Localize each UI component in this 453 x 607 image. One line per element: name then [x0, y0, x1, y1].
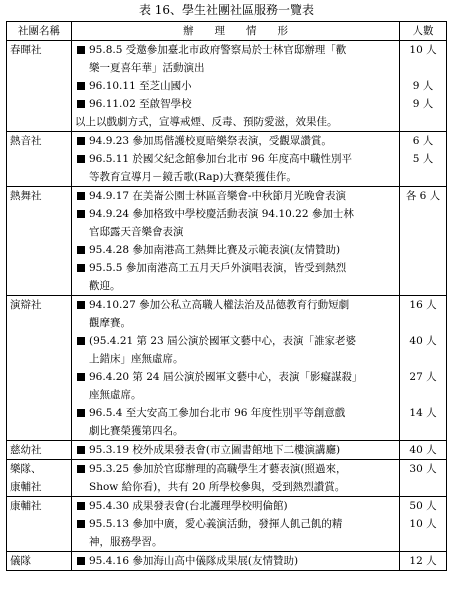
square-bullet-icon	[77, 82, 85, 90]
header-club-name: 社團名稱	[7, 22, 72, 41]
headcount-value	[403, 113, 443, 131]
headcount-value: 5 人	[412, 153, 434, 165]
club-name: 演辯社	[10, 299, 42, 311]
description-cell	[72, 497, 400, 552]
activity-line: 95.3.25 參加於官邸辦理的高職學生才藝表演(照過來，	[89, 463, 347, 475]
headcount-value	[403, 422, 443, 440]
activity-line: 94.9.24 參加格致中學校慶活動表演 94.10.22 參加士林	[89, 208, 354, 220]
activity-line: (95.4.21 第 23 屆公演於國軍文藝中心，表演「誰家老婆	[89, 335, 357, 347]
square-bullet-icon	[77, 100, 85, 108]
headcount-value: 14 人	[409, 407, 437, 419]
activity-line: 94.10.27 參加公私立高職人權法治及品德教育行動短劇	[89, 299, 350, 311]
club-name-cell	[7, 497, 72, 552]
club-name-cell	[7, 460, 72, 497]
activity-line: 96.5.4 至大安高工參加台北市 96 年度性別平等創意戲	[89, 407, 346, 419]
header-description: 辦 理 情 形	[72, 22, 400, 41]
table-row	[7, 497, 447, 552]
activity-item	[75, 150, 396, 186]
headcount-value: 40 人	[409, 444, 437, 456]
activity-line: 劇比賽榮獲第四名。	[89, 425, 184, 437]
activity-line: 95.5.13 參加中廣，愛心義演活動，發揮人飢己飢的精	[89, 518, 343, 530]
headcount-value: 30 人	[409, 463, 437, 475]
headcount-value	[403, 386, 443, 404]
activity-line: 上錯床」座無虛席。	[89, 353, 184, 365]
table-row	[7, 296, 447, 441]
activity-line: Show 給你看)，共有 20 所學校參與，受到熱烈讚賞。	[89, 481, 346, 493]
headcount-value	[403, 59, 443, 77]
square-bullet-icon	[77, 210, 85, 218]
table-row	[7, 441, 447, 460]
square-bullet-icon	[77, 520, 85, 528]
activity-line: 官邸露天音樂會表演	[89, 226, 184, 238]
activity-item	[75, 77, 396, 95]
square-bullet-icon	[77, 373, 85, 381]
club-name-cell	[7, 187, 72, 296]
club-name: 儀隊	[10, 555, 31, 567]
headcount-value: 50 人	[409, 500, 437, 512]
activity-line: 歡迎。	[89, 280, 121, 292]
activity-line: 96.11.02 至啟智學校	[89, 98, 192, 110]
headcount-value: 10 人	[409, 518, 437, 530]
headcount-value: 16 人	[409, 299, 437, 311]
description-cell	[72, 552, 400, 571]
description-cell	[72, 296, 400, 441]
square-bullet-icon	[77, 246, 85, 254]
club-name-cell	[7, 41, 72, 132]
square-bullet-icon	[77, 137, 85, 145]
activity-line: 94.9.23 參加馬偕護校夏暗樂祭表演，受觀眾讚賞。	[89, 135, 332, 147]
headcount-value	[403, 168, 443, 186]
headcount-cell	[400, 460, 447, 497]
club-name-cell	[7, 552, 72, 571]
square-bullet-icon	[77, 192, 85, 200]
club-name: 慈幼社	[10, 444, 42, 456]
activity-item	[75, 241, 396, 259]
square-bullet-icon	[77, 465, 85, 473]
activity-line: 94.9.17 在美崙公園士林區音樂會-中秋節月光晚會表演	[89, 190, 346, 202]
activity-line: 96.10.11 至芝山國小	[89, 80, 192, 92]
club-name: 樂隊、	[10, 463, 42, 475]
activity-item	[75, 368, 396, 404]
activity-item	[75, 460, 396, 496]
activity-line: 95.4.28 參加南港高工熱舞比賽及示範表演(友情贊助)	[89, 244, 341, 256]
square-bullet-icon	[77, 502, 85, 510]
headcount-value	[403, 478, 443, 496]
activity-item	[75, 132, 396, 150]
activity-item	[75, 259, 396, 295]
activity-item	[75, 296, 396, 332]
table-row	[7, 41, 447, 132]
square-bullet-icon	[77, 301, 85, 309]
activity-line: 95.5.5 參加南港高工五月天戶外演唱表演，皆受到熱烈	[89, 262, 347, 274]
square-bullet-icon	[77, 409, 85, 417]
headcount-cell	[400, 441, 447, 460]
table-row	[7, 552, 447, 571]
header-row	[7, 22, 447, 41]
club-name: 熱舞社	[10, 190, 42, 202]
activity-line: 96.4.20 第 24 屆公演於國軍文藝中心，表演「影癡謀殺」	[89, 371, 363, 383]
activity-item	[75, 332, 396, 368]
headcount-value: 10 人	[409, 44, 437, 56]
club-name: 康輔社	[10, 500, 42, 512]
headcount-value: 9 人	[412, 98, 434, 110]
headcount-cell	[400, 497, 447, 552]
club-name-cell	[7, 441, 72, 460]
activity-item	[75, 41, 396, 77]
headcount-value: 40 人	[409, 335, 437, 347]
club-name: 春暉社	[10, 44, 42, 56]
headcount-value: 各 6 人	[405, 190, 441, 202]
table-row	[7, 460, 447, 497]
headcount-cell	[400, 187, 447, 296]
table-title: 表 16、學生社團社區服務一覽表	[138, 3, 315, 17]
headcount-cell	[400, 41, 447, 132]
activity-line: 觀摩賽。	[89, 317, 131, 329]
activity-item	[75, 95, 396, 113]
headcount-value	[403, 314, 443, 332]
activity-line: 95.4.30 成果發表會(台北護理學校明倫館)	[89, 500, 288, 512]
activity-line: 95.4.16 參加海山高中儀隊成果展(友情贊助)	[89, 555, 299, 567]
square-bullet-icon	[77, 337, 85, 345]
activity-item	[75, 404, 396, 440]
activity-item	[75, 187, 396, 205]
headcount-cell	[400, 132, 447, 187]
square-bullet-icon	[77, 46, 85, 54]
headcount-value: 6 人	[412, 135, 434, 147]
headcount-value: 9 人	[412, 80, 434, 92]
description-cell	[72, 460, 400, 497]
headcount-value: 27 人	[409, 371, 437, 383]
activity-line: 95.8.5 受邀參加臺北市政府警察局於士林官邸辦理「歡	[89, 44, 347, 56]
square-bullet-icon	[77, 264, 85, 272]
activity-line: 95.3.19 校外成果發表會(市立圖書館地下二樓演講廳)	[89, 444, 341, 456]
club-name-cell	[7, 132, 72, 187]
headcount-cell	[400, 296, 447, 441]
table-row	[7, 187, 447, 296]
club-name: 康輔社	[10, 481, 42, 493]
club-name: 熱音社	[10, 135, 42, 147]
activity-item	[75, 515, 396, 551]
activity-item	[75, 552, 396, 570]
headcount-value	[403, 350, 443, 368]
header-headcount: 人數	[400, 22, 447, 41]
description-cell	[72, 441, 400, 460]
headcount-value	[403, 533, 443, 551]
table-row	[7, 132, 447, 187]
activity-line: 座無虛席。	[89, 389, 142, 401]
club-service-table	[6, 21, 447, 571]
description-cell	[72, 41, 400, 132]
activity-item	[75, 497, 396, 515]
description-cell	[72, 187, 400, 296]
square-bullet-icon	[77, 557, 85, 565]
activity-item	[75, 441, 396, 459]
activity-item	[75, 113, 396, 131]
club-name-cell	[7, 296, 72, 441]
activity-line: 等教育宣導月－鏡舌歌(Rap)大賽榮獲佳作。	[89, 171, 297, 183]
activity-line: 96.5.11 於國父紀念館參加台北市 96 年度高中職性別平	[89, 153, 352, 165]
activity-item	[75, 205, 396, 241]
description-cell	[72, 132, 400, 187]
square-bullet-icon	[77, 446, 85, 454]
activity-line: 神，服務學習。	[89, 536, 163, 548]
activity-line: 樂一夏喜年華」活動演出	[89, 62, 205, 74]
square-bullet-icon	[77, 155, 85, 163]
headcount-value: 12 人	[409, 555, 437, 567]
activity-line: 以上以戲劇方式，宣導戒煙、反毒、預防愛滋，效果佳。	[75, 116, 338, 128]
headcount-cell	[400, 552, 447, 571]
